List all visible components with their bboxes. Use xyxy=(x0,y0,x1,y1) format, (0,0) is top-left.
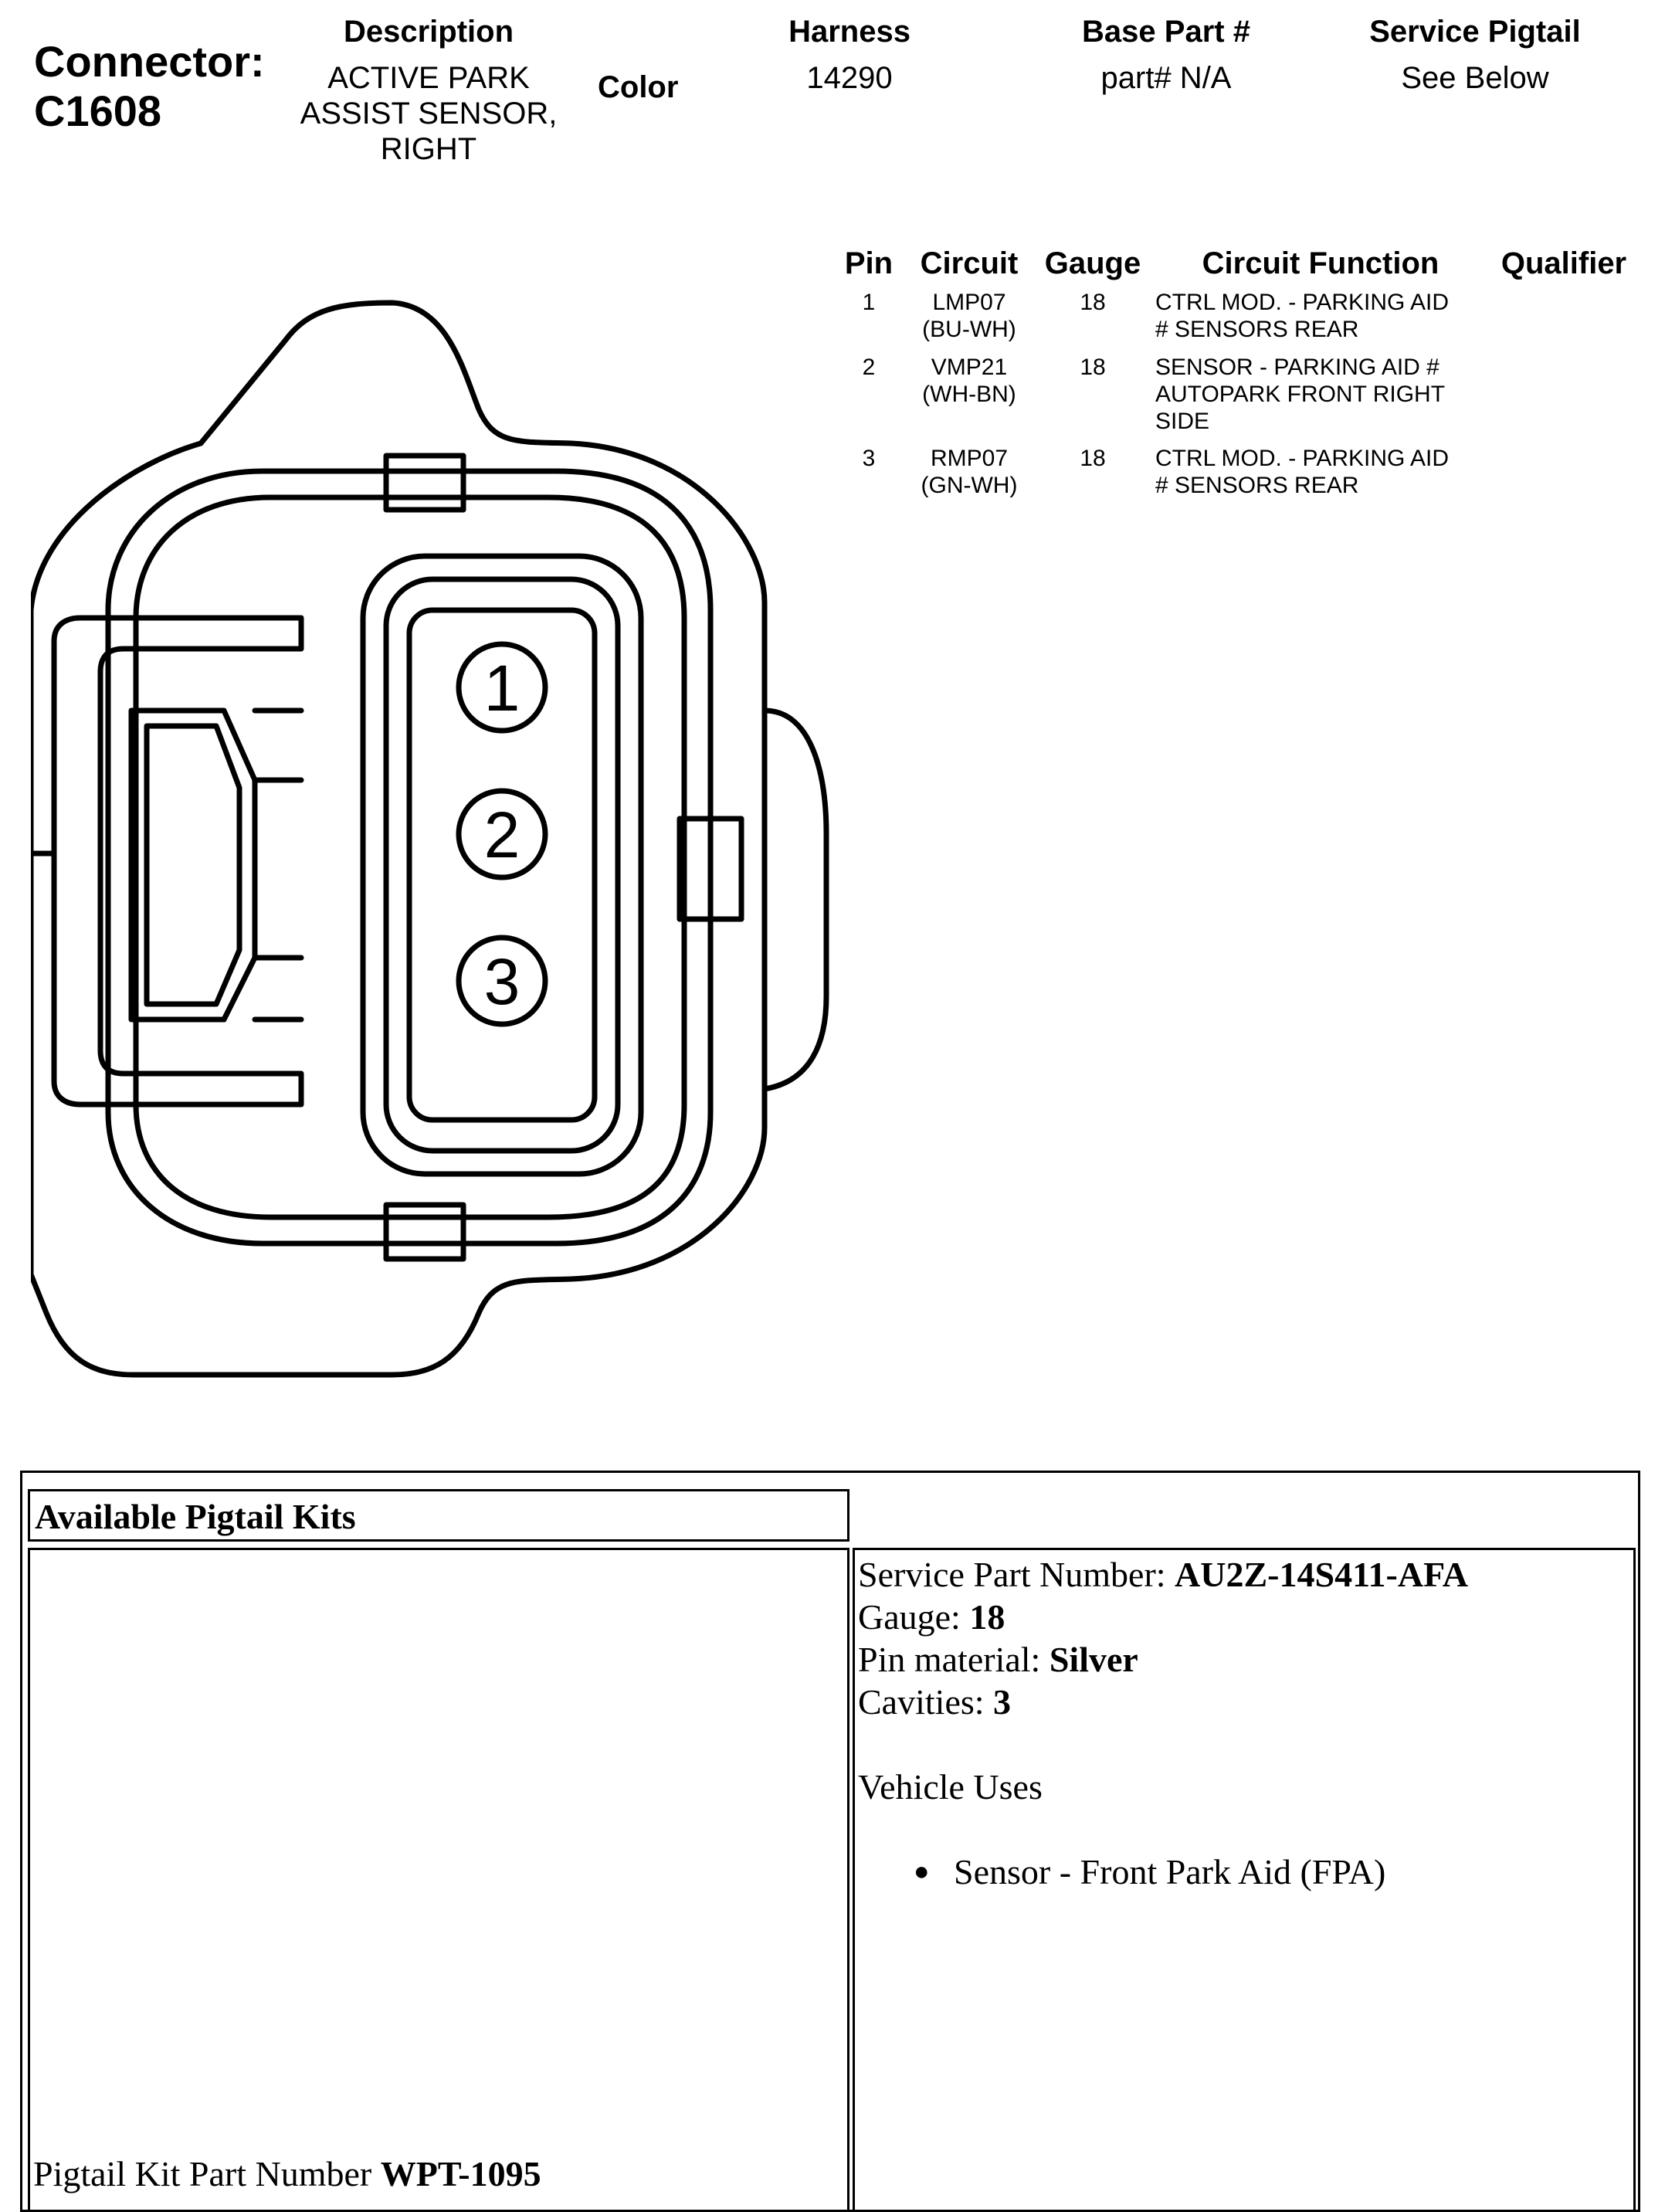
pin-2-label: 2 xyxy=(483,799,521,871)
circuit-function-header: Circuit Function xyxy=(1202,246,1439,280)
wire-color: (GN-WH) xyxy=(921,473,1018,498)
circuit-cell xyxy=(911,354,1027,408)
left-lock-wedge xyxy=(131,711,255,1019)
vehicle-use-item xyxy=(858,1851,1468,1893)
pigtail-kit-label: Pigtail Kit Part Number xyxy=(33,2154,381,2193)
description-title: Description xyxy=(343,15,514,49)
service-pigtail-title: Service Pigtail xyxy=(1369,15,1581,49)
description-line-2: ASSIST SENSOR, xyxy=(300,97,558,131)
description-line-1: ACTIVE PARK xyxy=(327,61,530,95)
connector-label-text: Connector: xyxy=(34,37,265,86)
pin-3-label: 3 xyxy=(483,945,521,1018)
function-line: CTRL MOD. - PARKING AID xyxy=(1155,446,1450,471)
function-line: SIDE xyxy=(1155,409,1210,434)
pigtail-title: Available Pigtail Kits xyxy=(35,1497,356,1536)
gauge-detail xyxy=(858,1596,1468,1638)
description-line-3: RIGHT xyxy=(380,132,477,166)
bottom-latch-tab xyxy=(386,1205,463,1259)
circuit-cell xyxy=(911,289,1027,343)
function-line: # SENSORS REAR xyxy=(1155,473,1359,498)
description-value xyxy=(263,60,595,167)
gauge-cell: 18 xyxy=(1080,290,1106,315)
top-latch-tab xyxy=(386,456,463,510)
connector-id: C1608 xyxy=(34,87,162,135)
harness-title: Harness xyxy=(788,15,910,49)
function-line: # SENSORS REAR xyxy=(1155,317,1359,342)
function-line: CTRL MOD. - PARKING AID xyxy=(1155,290,1450,315)
circuit-id: LMP07 xyxy=(932,290,1006,315)
pin-number: 3 xyxy=(862,446,876,471)
gauge-value: 18 xyxy=(969,1597,1005,1637)
connector-label xyxy=(34,37,265,136)
pin-header: Pin xyxy=(844,246,894,280)
circuit-function-cell xyxy=(1155,445,1495,499)
function-line: SENSOR - PARKING AID # xyxy=(1155,355,1439,380)
function-line: AUTOPARK FRONT RIGHT xyxy=(1155,382,1446,407)
cavities-detail xyxy=(858,1681,1468,1723)
wire-color: (WH-BN) xyxy=(922,382,1016,407)
service-part-value: AU2Z-14S411-AFA xyxy=(1175,1555,1468,1594)
pigtail-details-cell xyxy=(853,1548,1636,2212)
base-part-value: part# N/A xyxy=(1100,61,1232,95)
color-title: Color xyxy=(598,70,679,104)
gauge-cell: 18 xyxy=(1080,446,1106,471)
service-part-label: Service Part Number: xyxy=(858,1555,1175,1594)
pigtail-title-cell xyxy=(28,1489,849,1542)
vehicle-use-text: Sensor - Front Park Aid (FPA) xyxy=(954,1852,1386,1891)
pin-material-label: Pin material: xyxy=(858,1640,1050,1679)
housing-side-bump xyxy=(765,711,826,1089)
pin-material-value: Silver xyxy=(1049,1640,1138,1679)
circuit-cell xyxy=(911,445,1027,499)
left-lock-bracket xyxy=(54,618,301,1104)
circuit-header: Circuit xyxy=(920,246,1019,280)
circuit-function-cell xyxy=(1155,289,1495,343)
gauge-cell: 18 xyxy=(1080,355,1106,380)
vehicle-uses-title: Vehicle Uses xyxy=(858,1767,1043,1807)
bullet-icon: ● xyxy=(914,1857,930,1886)
pin-number: 2 xyxy=(862,355,876,380)
qualifier-header: Qualifier xyxy=(1501,246,1627,280)
left-lock-wedge-inner xyxy=(147,726,239,1004)
cavities-label: Cavities: xyxy=(858,1682,994,1722)
service-part-number xyxy=(858,1553,1468,1596)
pigtail-kit-number xyxy=(33,2153,541,2195)
pigtail-kit-cell xyxy=(28,1548,849,2212)
pin-1-label: 1 xyxy=(483,652,521,724)
circuit-id: RMP07 xyxy=(930,446,1009,471)
harness-value: 14290 xyxy=(806,61,893,95)
gauge-label: Gauge: xyxy=(858,1597,970,1637)
circuit-function-cell xyxy=(1155,354,1495,435)
housing-outline xyxy=(31,303,765,1375)
wire-color: (BU-WH) xyxy=(922,317,1016,342)
pigtail-kit-value: WPT-1095 xyxy=(380,2154,541,2193)
circuit-id: VMP21 xyxy=(931,355,1008,380)
pin-number: 1 xyxy=(862,290,876,315)
service-pigtail-value: See Below xyxy=(1401,61,1549,95)
connector-face-diagram xyxy=(31,278,834,1398)
base-part-title: Base Part # xyxy=(1082,15,1250,49)
pigtail-details xyxy=(858,1553,1468,1893)
pin-material-detail xyxy=(858,1638,1468,1681)
cavities-value: 3 xyxy=(993,1682,1012,1722)
gauge-header: Gauge xyxy=(1044,246,1141,280)
